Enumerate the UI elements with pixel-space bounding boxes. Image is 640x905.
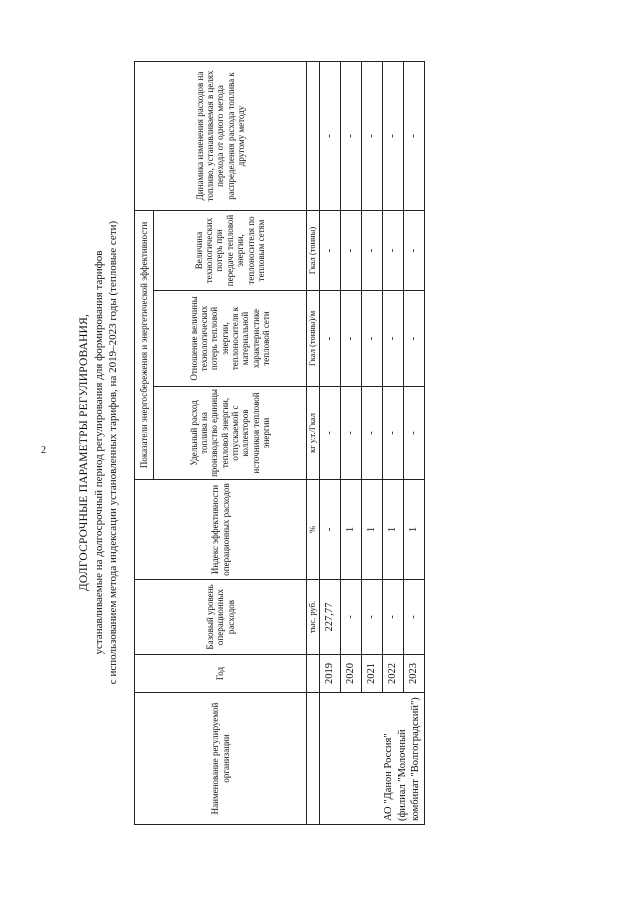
- unit-efficiency-index: %: [307, 480, 320, 580]
- cell-base-level: -: [403, 580, 424, 655]
- unit-base-level: тыс. руб.: [307, 580, 320, 655]
- organization-name: АО "Данон Россия" (филиал "Молочный комбинат "Волгоградский"): [319, 693, 424, 825]
- cell-loss-ratio: -: [403, 291, 424, 387]
- header-base-level: Базовый уровень операционных расходов: [135, 580, 307, 655]
- header-energy-group: Показатели энергосбережения и энергетической эффективности: [135, 210, 154, 479]
- unit-empty: [307, 693, 320, 825]
- cell-fuel-dynamics: -: [382, 61, 403, 210]
- cell-year: 2023: [403, 655, 424, 693]
- cell-year: 2021: [361, 655, 382, 693]
- cell-fuel-dynamics: -: [340, 61, 361, 210]
- cell-efficiency-index: -: [319, 480, 340, 580]
- unit-empty: [307, 61, 320, 210]
- cell-efficiency-index: 1: [382, 480, 403, 580]
- cell-loss-value: -: [361, 210, 382, 290]
- cell-base-level: -: [361, 580, 382, 655]
- cell-efficiency-index: 1: [340, 480, 361, 580]
- header-loss-ratio: Отношение величины технологических потерь тепловой энергии, теплоносителя к материальной характеристике тепловой сети: [154, 291, 307, 387]
- cell-fuel-dynamics: -: [403, 61, 424, 210]
- cell-base-level: -: [382, 580, 403, 655]
- cell-loss-ratio: -: [319, 291, 340, 387]
- cell-loss-value: -: [403, 210, 424, 290]
- header-organization: Наименование регулируемой организации: [135, 693, 307, 825]
- cell-loss-ratio: -: [361, 291, 382, 387]
- cell-base-level: 227,77: [319, 580, 340, 655]
- cell-specific-fuel: -: [382, 387, 403, 480]
- cell-fuel-dynamics: -: [361, 61, 382, 210]
- page-number: 2: [41, 445, 46, 456]
- cell-base-level: -: [340, 580, 361, 655]
- cell-loss-value: -: [340, 210, 361, 290]
- document-subtitle-line1: устанавливаемые на долгосрочный период регулирования для формирования тарифов: [93, 250, 105, 655]
- table-row: [319, 61, 340, 824]
- unit-loss-ratio: Гкал (тонны)/м: [307, 291, 320, 387]
- unit-empty: [307, 655, 320, 693]
- document-title: ДОЛГОСРОЧНЫЕ ПАРАМЕТРЫ РЕГУЛИРОВАНИЯ,: [78, 313, 90, 592]
- unit-loss-value: Гкал (тонны): [307, 210, 320, 290]
- cell-specific-fuel: -: [403, 387, 424, 480]
- header-row-1: [135, 61, 154, 824]
- document-subtitle-line2: с использованием метода индексации установленных тарифов, на 2019–2023 годы (тепловые сети): [107, 220, 119, 685]
- units-row: [307, 61, 320, 824]
- header-specific-fuel: Удельный расход топлива на производство единицы тепловой энергии, отпускаемой с коллекторов источников тепловой энергии: [154, 387, 307, 480]
- cell-fuel-dynamics: -: [319, 61, 340, 210]
- cell-loss-value: -: [319, 210, 340, 290]
- cell-year: 2022: [382, 655, 403, 693]
- cell-efficiency-index: 1: [361, 480, 382, 580]
- header-year: Год: [135, 655, 307, 693]
- cell-loss-value: -: [382, 210, 403, 290]
- cell-specific-fuel: -: [340, 387, 361, 480]
- header-loss-value: Величина технологических потерь при передаче тепловой энергии, теплоносителя по тепловым сетям: [154, 210, 307, 290]
- cell-loss-ratio: -: [382, 291, 403, 387]
- header-fuel-dynamics: Динамика изменения расходов на топливо, устанавливаемая в целях перехода от одного метода распределения расхода топлива к другому методу: [135, 61, 307, 210]
- cell-efficiency-index: 1: [403, 480, 424, 580]
- cell-loss-ratio: -: [340, 291, 361, 387]
- header-efficiency-index: Индекс эффективности операционных расходов: [135, 480, 307, 580]
- cell-year: 2020: [340, 655, 361, 693]
- unit-specific-fuel: кг у.т./Гкал: [307, 387, 320, 480]
- cell-year: 2019: [319, 655, 340, 693]
- cell-specific-fuel: -: [319, 387, 340, 480]
- cell-specific-fuel: -: [361, 387, 382, 480]
- parameters-table: [134, 61, 425, 825]
